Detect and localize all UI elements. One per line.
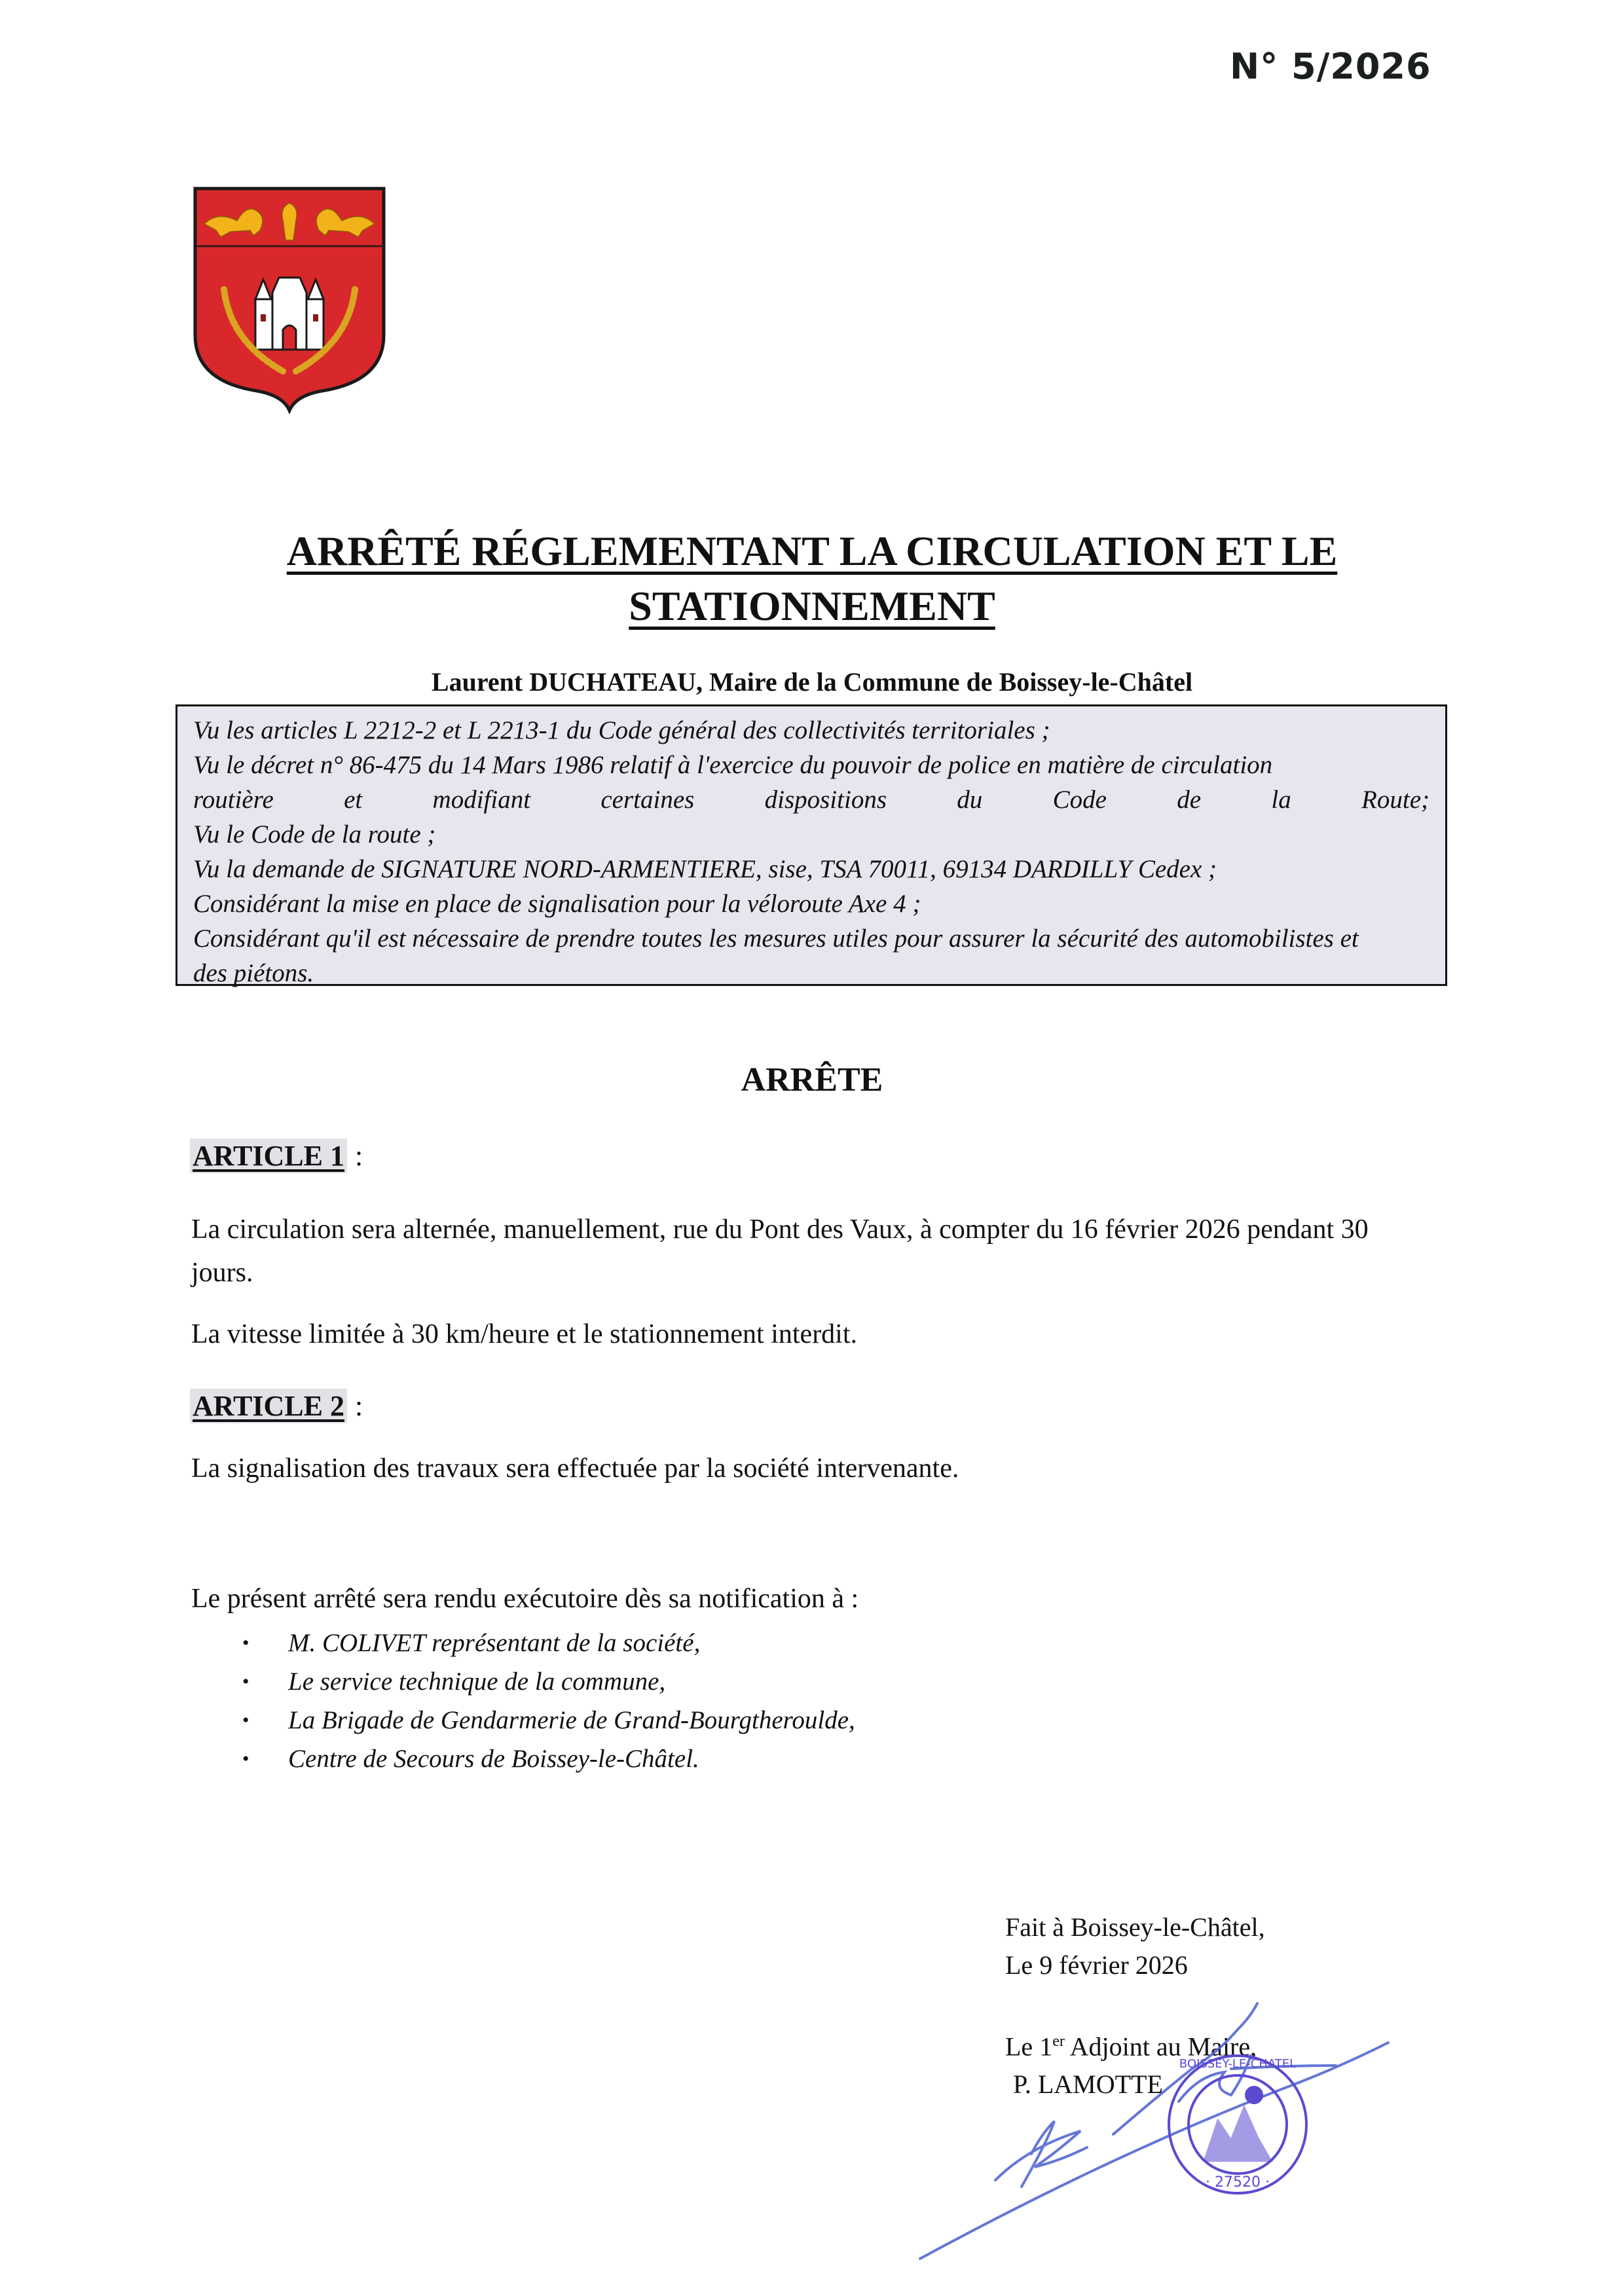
bullet-icon: • bbox=[242, 1709, 249, 1731]
considerant-item: Considérant qu'il est nécessaire de prendre toutes les mesures utiles pour assurer la sécurité des automobilistes et bbox=[193, 924, 1359, 953]
signatory-name: P. LAMOTTE bbox=[1013, 2069, 1163, 2100]
stamp-postcode: · 27520 · bbox=[1206, 2174, 1270, 2191]
considerant-item: Considérant la mise en place de signalisation pour la véloroute Axe 4 ; bbox=[193, 890, 921, 918]
article-1-heading bbox=[190, 1139, 363, 1173]
bullet-icon: • bbox=[242, 1632, 249, 1654]
considerant-item: Vu le décret n° 86-475 du 14 Mars 1986 relatif à l'exercice du pouvoir de police en matière de circulation bbox=[193, 751, 1273, 779]
article-1-paragraph: La circulation sera alternée, manuellement, rue du Pont des Vaux, à compter du 16 février 2026 pendant 30 jours. bbox=[191, 1214, 1369, 1288]
considerant-item: Vu le Code de la route ; bbox=[193, 820, 436, 848]
recipient-item: • La Brigade de Gendarmerie de Grand-Bourgtheroulde, bbox=[242, 1701, 855, 1740]
mayor-line: Laurent DUCHATEAU, Maire de la Commune de Boissey-le-Châtel bbox=[431, 667, 1193, 697]
article-2-heading bbox=[190, 1389, 363, 1423]
coat-of-arms-icon bbox=[191, 185, 388, 414]
recipient-item: • Le service technique de la commune, bbox=[242, 1662, 855, 1701]
document-title bbox=[196, 524, 1428, 634]
stamp-commune: BOISSEY-LE-CHATEL bbox=[1179, 2057, 1297, 2071]
title-line-1: ARRÊTÉ RÉGLEMENTANT LA CIRCULATION ET LE bbox=[286, 528, 1338, 574]
article-1-label: ARTICLE 1 bbox=[190, 1139, 347, 1173]
arrete-heading: ARRÊTE bbox=[741, 1061, 883, 1099]
considerant-item: routière et modifiant certaines dispositions du Code de la Route; bbox=[193, 786, 1430, 814]
notification-recipients bbox=[242, 1624, 855, 1778]
article-1-paragraph: La vitesse limitée à 30 km/heure et le stationnement interdit. bbox=[191, 1319, 858, 1349]
bullet-icon: • bbox=[242, 1748, 249, 1770]
recipient-item: • Centre de Secours de Boissey-le-Châtel. bbox=[242, 1740, 855, 1778]
article-1-body bbox=[191, 1208, 1435, 1356]
notification-intro: Le présent arrêté sera rendu exécutoire dès sa notification à : bbox=[191, 1584, 859, 1614]
considerant-item: Vu la demande de SIGNATURE NORD-ARMENTIERE, sise, TSA 70011, 69134 DARDILLY Cedex ; bbox=[193, 855, 1217, 883]
considerant-item: Vu les articles L 2212-2 et L 2213-1 du Code général des collectivités territoriales ; bbox=[193, 716, 1050, 744]
handwritten-signature-icon bbox=[920, 2003, 1388, 2259]
article-2-label: ARTICLE 2 bbox=[190, 1389, 347, 1423]
recipient-item: • M. COLIVET représentant de la société, bbox=[242, 1624, 855, 1662]
title-line-2: STATIONNEMENT bbox=[629, 583, 995, 629]
signature-date: Le 9 février 2026 bbox=[1005, 1950, 1188, 1980]
article-2-paragraph: La signalisation des travaux sera effectuée par la société intervenante. bbox=[191, 1453, 959, 1484]
signatory-role: Le 1er Adjoint au Maire, bbox=[1005, 2032, 1257, 2062]
article-1-colon: : bbox=[354, 1140, 363, 1172]
bullet-icon: • bbox=[242, 1671, 249, 1692]
article-2-body bbox=[191, 1447, 1435, 1490]
considerant-item: des piétons. bbox=[193, 959, 314, 987]
signature-and-stamp bbox=[917, 1990, 1441, 2278]
article-2-colon: : bbox=[354, 1390, 363, 1422]
document-number: N° 5/2026 bbox=[1230, 46, 1431, 87]
official-stamp-icon bbox=[1169, 2056, 1306, 2193]
signature-place: Fait à Boissey-le-Châtel, bbox=[1005, 1912, 1265, 1942]
considerants-box bbox=[175, 704, 1447, 986]
